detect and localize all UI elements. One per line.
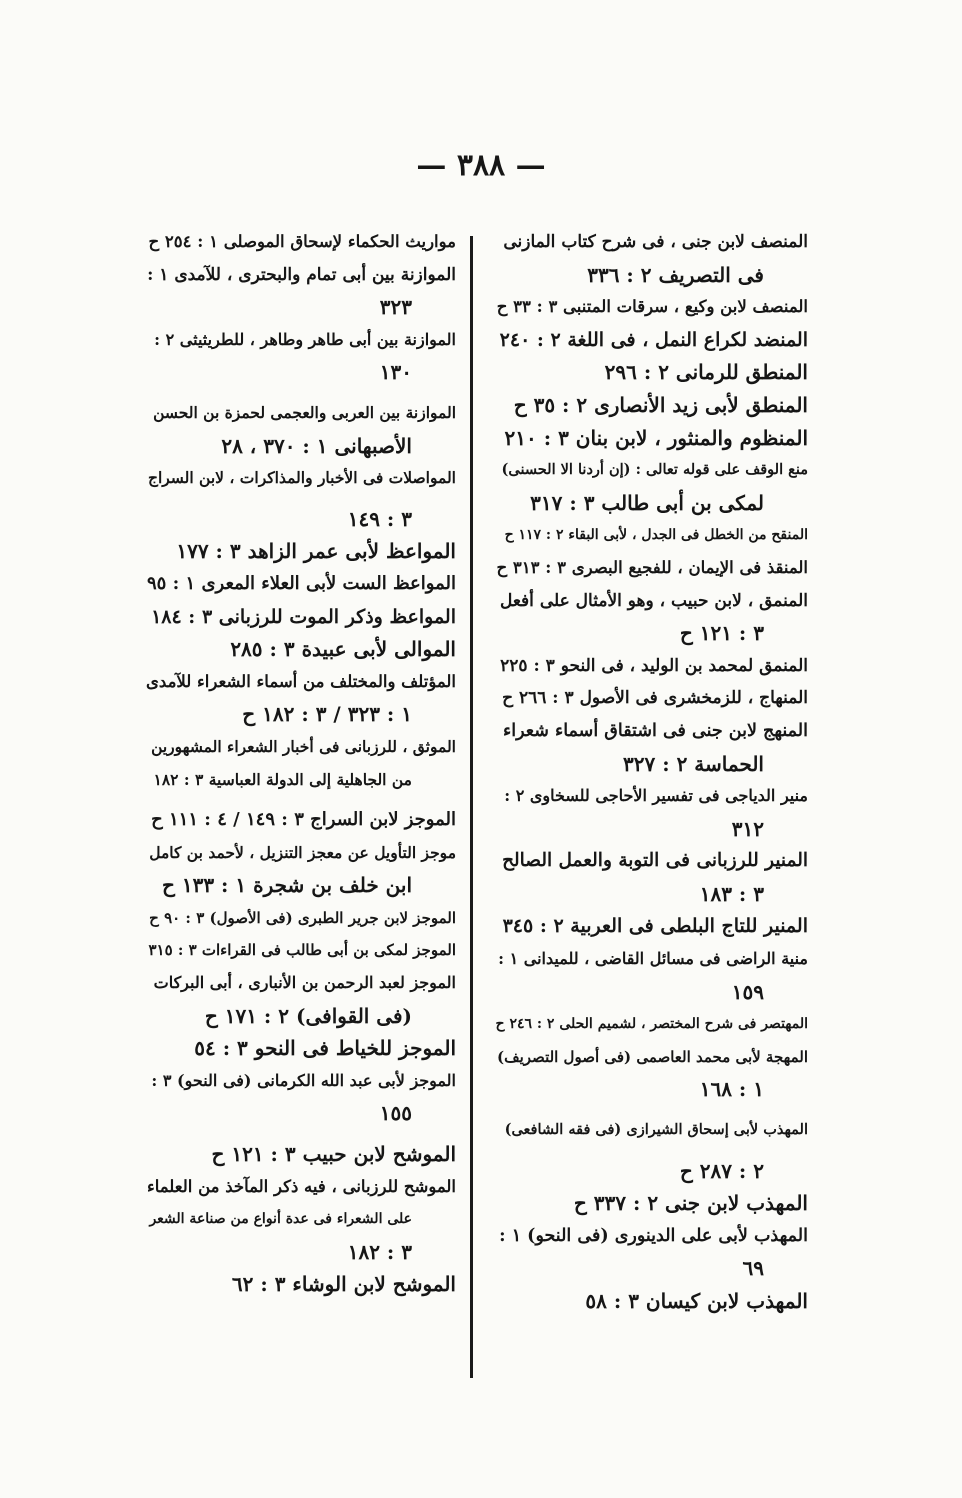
- index-entry: المنصف لابن وكيع ، سرقات المتنبى ٣ : ٣٣ ح: [496, 297, 808, 317]
- index-entry: ٣٢٣: [379, 295, 412, 320]
- index-entry: الموجز لمكى بن أبى طالب فى القراءات ٣ : ٣١٥: [148, 941, 456, 960]
- index-column-left: [146, 226, 456, 1301]
- index-entry: (فى القوافى) ٢ : ١٧١ ح: [204, 1003, 412, 1028]
- index-entry: الموثق ، للرزبانى فى أخبار الشعراء المشهورين: [151, 736, 456, 756]
- index-entry: الموجز لابن السراج ٣ : ١٤٩ / ٤ : ١١١ ح: [151, 809, 456, 831]
- index-entry: ٢ : ٢٨٧ ح: [679, 1158, 764, 1183]
- index-entry: ١ : ٣٢٣ / ٣ : ١٨٢ ح: [242, 702, 412, 727]
- index-entry: الموجز للخياط فى النحو ٣ : ٥٤: [194, 1036, 456, 1061]
- index-entry: الموشح لابن حبيب ٣ : ١٢١ ح: [211, 1142, 456, 1167]
- index-entry: المنظوم والمنثور ، لابن بنان ٣ : ٢١٠: [504, 425, 808, 450]
- index-entry: ١٥٩: [731, 979, 764, 1004]
- index-entry: الموشح لابن الوشاء ٣ : ٦٢: [231, 1272, 456, 1297]
- column-divider: [470, 236, 473, 1378]
- index-entry: المنير للرزبانى فى التوبة والعمل الصالح: [502, 850, 808, 872]
- index-entry: ٣ : ١٨٣: [699, 881, 764, 906]
- index-entry: المهتصر فى شرح المختصر ، لشميم الحلى ٢ : ٢٤٦ ح: [496, 1016, 808, 1033]
- index-entry: المنطق لأبى زيد الأنصارى ٢ : ٣٥ ح: [513, 392, 808, 417]
- index-entry: الأصبهانى ١ : ٣٧٠ ، ٢٨: [221, 433, 412, 458]
- index-entry: المنهاج ، للزمخشرى فى الأصول ٣ : ٢٦٦ ح: [502, 688, 808, 709]
- index-entry: فى التصريف ٢ : ٣٣٦: [587, 262, 764, 287]
- index-entry: منير الدياجى فى تفسير الأحاجى للسخاوى ٢ :: [504, 786, 808, 806]
- index-entry: الموازنة بين أبى تمام والبحترى ، للآمدى ١ :: [147, 264, 456, 285]
- index-entry: المؤتلف والمختلف من أسماء الشعراء للآمدى: [146, 671, 456, 691]
- index-entry: موجز التأويل عن معجز التنزيل ، لأحمد بن كامل: [149, 842, 456, 862]
- index-entry: المهذب لأبى على الدينورى (فى النحو) ١ :: [499, 1225, 808, 1246]
- index-entry: ابن خلف بن شجرة ١ : ١٣٣ ح: [161, 873, 412, 898]
- index-entry: ٣١٢: [731, 816, 764, 841]
- index-entry: المنمق ، لابن حبيب ، وهو الأمثال على أفعل: [499, 590, 808, 611]
- index-entry: من الجاهلية إلى الدولة العباسية ٣ : ١٨٢: [153, 769, 412, 789]
- index-entry: الموجز لأبى عبد الله الكرمانى (فى النحو) ٣ :: [151, 1070, 456, 1090]
- index-column-right: [496, 226, 808, 1318]
- index-entry: ٣ : ١٤٩: [347, 506, 412, 531]
- index-entry: المنقذ فى الإيمان ، للفجيع البصرى ٣ : ٣١٣ ح: [496, 557, 808, 577]
- index-entry: المنهج لابن جنى فى اشتقاق أسماء شعراء: [503, 720, 808, 741]
- index-entry: الموازنة بين العربى والعجمى لحمزة بن الحسن: [153, 402, 456, 422]
- index-entry: المنير للتاج البلطى فى العربية ٢ : ٣٤٥: [502, 915, 808, 938]
- index-entry: ١٣٠: [379, 360, 412, 385]
- index-entry: المواصلات فى الأخبار والمذاكرات ، لابن السراج: [147, 468, 456, 488]
- index-entry: لمكى بن أبى طالب ٣ : ٣١٧: [530, 490, 764, 515]
- index-entry: المهذب لابن جنى ٢ : ٣٣٧ ح: [573, 1191, 808, 1216]
- index-entry: ٦٩: [742, 1256, 764, 1281]
- index-entry: المواعظ الست لأبى العلاء المعرى ١ : ٩٥: [146, 572, 456, 594]
- index-entry: المواعظ وذكر الموت للرزبانى ٣ : ١٨٤: [151, 605, 456, 628]
- index-entry: المنطق للرمانى ٢ : ٢٩٦: [604, 360, 808, 385]
- index-entry: الموالى لأبى عبيدة ٣ : ٢٨٥: [230, 637, 456, 662]
- index-entry: المهجة لأبى محمد العاصمى (فى أصول التصريف): [496, 1047, 808, 1066]
- index-entry: منع الوقف على قوله تعالى : (إن أردنا الا الحسنى): [501, 461, 808, 479]
- index-entry: المهذب لأبى إسحاق الشيرازى (فى فقه الشافعى): [504, 1121, 808, 1139]
- index-entry: الموجز لابن جرير الطبرى (فى الأصول) ٣ : ٩٠ ح: [149, 908, 456, 927]
- index-entry: ١ : ١٦٨: [699, 1077, 764, 1102]
- index-entry: ٣ : ١٢١ ح: [679, 621, 764, 646]
- page-number: — ٣٨٨ —: [416, 148, 546, 183]
- index-entry: ١٥٥: [379, 1101, 412, 1126]
- index-entry: مواريث الحكماء لإسحاق الموصلى ١ : ٢٥٤ ح: [148, 232, 456, 251]
- index-entry: ٣ : ١٨٢: [347, 1239, 412, 1264]
- index-entry: الموشح للرزبانى ، فيه ذكر المآخذ من العلماء: [146, 1176, 456, 1196]
- index-entry: الموازنة بين أبى طاهر وطاهر ، للطريثيثى ٢ :: [154, 329, 456, 349]
- index-entry: الحماسة ٢ : ٣٢٧: [623, 751, 764, 776]
- index-entry: المنصف لابن جنى ، فى شرح كتاب المازنى: [503, 232, 808, 252]
- index-entry: على الشعراء فى عدة أنواع من صناعة الشعر: [149, 1211, 412, 1228]
- index-entry: المنضد لكراع النمل ، فى اللغة ٢ : ٢٤٠: [499, 328, 808, 351]
- index-entry: المنقح من الخطل فى الجدل ، لأبى البقاء ٢ : ١١٧ ح: [504, 527, 808, 544]
- index-entry: المواعظ لأبى عمر الزاهد ٣ : ١٧٧: [176, 539, 456, 564]
- index-entry: الموجز لعبد الرحمن بن الأنبارى ، أبى البركات: [153, 973, 456, 993]
- index-entry: منية الراضى فى مسائل القاضى ، للميدانى ١ :: [498, 949, 808, 969]
- index-entry: المنمق لمحمد بن الوليد ، فى النحو ٣ : ٢٢٥: [500, 655, 808, 676]
- index-entry: المهذب لابن كيسان ٣ : ٥٨: [585, 1289, 808, 1313]
